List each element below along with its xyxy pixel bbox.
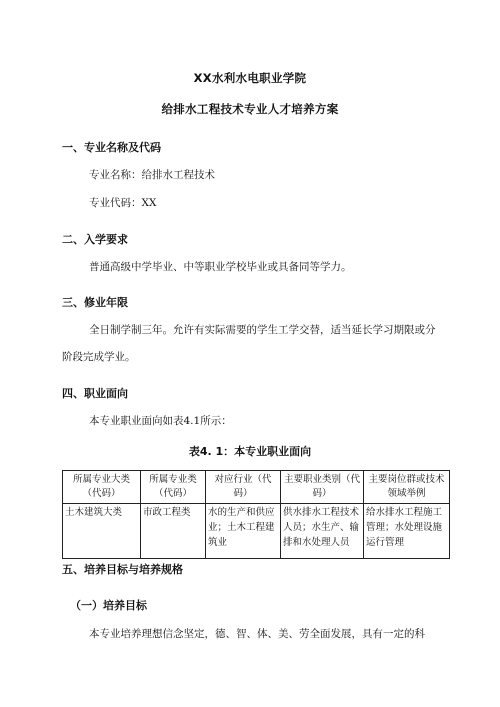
- table-header-cell: 所属专业大类（代码）: [63, 471, 141, 504]
- section-4-heading: 四、职业面向: [62, 387, 128, 400]
- admission-requirement: 普通高级中学毕业、中等职业学校毕业或具备同等学力。: [89, 261, 352, 273]
- table-caption: 表4. 1：本专业职业面向: [188, 445, 312, 458]
- section-1-heading: 一、专业名称及代码: [62, 141, 161, 154]
- subsection-1-heading: （一）培养目标: [70, 599, 147, 612]
- table-header-cell: 对应行业（代码）: [206, 471, 281, 504]
- table-cell: 供水排水工程技术人员；水生产、输排和水处理人员: [281, 504, 364, 559]
- table-header-cell: 所属专业类（代码）: [141, 471, 206, 504]
- duration-text-line1: 全日制学制三年。允许有实际需要的学生工学交替，适当延长学习期限或分: [89, 324, 436, 336]
- career-orientation-table: [62, 470, 450, 559]
- section-2-heading: 二、入学要求: [62, 233, 128, 246]
- duration-text-line2: 阶段完成学业。: [62, 351, 136, 363]
- document-title: 给排水工程技术专业人才培养方案: [161, 102, 339, 116]
- table-header-cell: 主要岗位群或技术领域举例: [364, 471, 450, 504]
- table-cell: 土木建筑大类: [63, 504, 141, 559]
- table-header-cell: 主要职业类别（代码）: [281, 471, 364, 504]
- table-cell: 水的生产和供应业；土木工程建筑业: [206, 504, 281, 559]
- table-row: [63, 504, 450, 559]
- table-header-row: [63, 471, 450, 504]
- training-goal-text: 本专业培养理想信念坚定，德、智、体、美、劳全面发展，具有一定的科: [89, 628, 425, 640]
- section-5-heading: 五、培养目标与培养规格: [62, 563, 183, 576]
- table-cell: 市政工程类: [141, 504, 206, 559]
- program-code: 专业代码：XX: [89, 197, 157, 209]
- program-name: 专业名称：给排水工程技术: [89, 169, 215, 181]
- career-intro-text: 本专业职业面向如表4.1所示：: [89, 415, 232, 427]
- school-name: XX水利水电职业学院: [193, 71, 307, 85]
- table-cell: 给水排水工程施工管理；水处理设施运行管理: [364, 504, 450, 559]
- section-3-heading: 三、修业年限: [62, 296, 128, 309]
